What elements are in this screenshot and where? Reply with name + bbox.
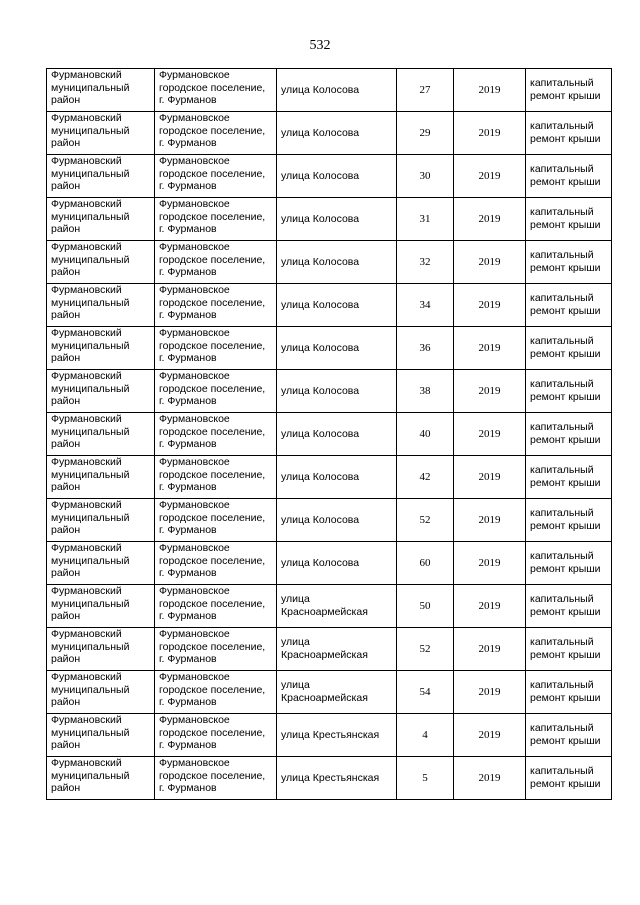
- work-type-cell-line: капитальный: [530, 378, 594, 391]
- settlement-cell-line: городское поселение,: [159, 683, 266, 696]
- settlement-cell-line: Фурмановское: [159, 370, 230, 382]
- settlement-cell-line: г. Фурманов: [159, 309, 217, 322]
- year-cell: 2019: [454, 284, 526, 327]
- settlement-cell-line: г. Фурманов: [159, 739, 217, 752]
- district-cell: [47, 671, 155, 714]
- street-cell: [277, 585, 397, 628]
- district-cell-line: муниципальный: [51, 769, 130, 782]
- street-cell-line: улица: [281, 679, 310, 692]
- settlement-cell-line: Фурмановское: [159, 241, 230, 253]
- settlement-cell: [155, 413, 277, 456]
- work-type-cell: [526, 585, 612, 628]
- settlement-cell: [155, 370, 277, 413]
- district-cell: [47, 370, 155, 413]
- district-cell-line: район: [51, 696, 81, 709]
- street-cell-line: улица Крестьянская: [281, 771, 380, 784]
- house-number-cell: 52: [397, 628, 454, 671]
- work-type-cell: [526, 327, 612, 370]
- work-type-cell-line: капитальный: [530, 120, 594, 133]
- settlement-cell: [155, 198, 277, 241]
- settlement-cell-line: г. Фурманов: [159, 266, 217, 279]
- street-cell: [277, 456, 397, 499]
- work-type-cell-line: капитальный: [530, 636, 594, 649]
- district-cell-line: Фурмановский: [51, 413, 122, 425]
- district-cell-line: муниципальный: [51, 511, 130, 524]
- table-row: [47, 671, 612, 714]
- district-cell-line: муниципальный: [51, 425, 130, 438]
- district-cell-line: Фурмановский: [51, 671, 122, 683]
- street-cell: [277, 284, 397, 327]
- table-row: [47, 542, 612, 585]
- year-cell: 2019: [454, 413, 526, 456]
- work-type-cell-line: ремонт крыши: [530, 778, 601, 790]
- year-cell: 2019: [454, 628, 526, 671]
- settlement-cell-line: Фурмановское: [159, 585, 230, 597]
- district-cell: [47, 714, 155, 757]
- settlement-cell-line: Фурмановское: [159, 671, 230, 683]
- settlement-cell-line: г. Фурманов: [159, 481, 217, 494]
- settlement-cell-line: Фурмановское: [159, 757, 230, 769]
- settlement-cell-line: Фурмановское: [159, 155, 230, 167]
- district-cell: [47, 585, 155, 628]
- settlement-cell-line: г. Фурманов: [159, 352, 217, 365]
- district-cell-line: муниципальный: [51, 468, 130, 481]
- work-type-cell-line: капитальный: [530, 679, 594, 692]
- street-cell-line: улица Колосова: [281, 212, 360, 225]
- district-cell-line: район: [51, 309, 81, 322]
- district-cell-line: Фурмановский: [51, 327, 122, 339]
- work-type-cell-line: ремонт крыши: [530, 477, 601, 489]
- settlement-cell-line: г. Фурманов: [159, 610, 217, 623]
- district-cell-line: район: [51, 739, 81, 752]
- work-type-cell-line: капитальный: [530, 292, 594, 305]
- table-row: [47, 241, 612, 284]
- district-cell: [47, 327, 155, 370]
- district-cell-line: Фурмановский: [51, 112, 122, 124]
- work-type-cell-line: капитальный: [530, 550, 594, 563]
- settlement-cell-line: г. Фурманов: [159, 395, 217, 408]
- street-cell-line: улица Колосова: [281, 83, 360, 96]
- street-cell-line: Красноармейская: [281, 649, 368, 661]
- year-cell: 2019: [454, 456, 526, 499]
- work-type-cell-line: капитальный: [530, 765, 594, 778]
- work-type-cell-line: ремонт крыши: [530, 262, 601, 274]
- work-type-cell: [526, 714, 612, 757]
- settlement-cell-line: г. Фурманов: [159, 94, 217, 107]
- table-body: [47, 69, 612, 800]
- table-row: [47, 628, 612, 671]
- work-type-cell-line: ремонт крыши: [530, 176, 601, 188]
- work-type-cell: [526, 370, 612, 413]
- work-type-cell-line: капитальный: [530, 421, 594, 434]
- table-row: [47, 499, 612, 542]
- district-cell-line: муниципальный: [51, 81, 130, 94]
- street-cell: [277, 671, 397, 714]
- settlement-cell-line: городское поселение,: [159, 382, 266, 395]
- roof-repair-table: [46, 68, 612, 800]
- settlement-cell-line: городское поселение,: [159, 339, 266, 352]
- work-type-cell-line: ремонт крыши: [530, 606, 601, 618]
- table-row: [47, 456, 612, 499]
- work-type-cell-line: капитальный: [530, 464, 594, 477]
- year-cell: 2019: [454, 327, 526, 370]
- settlement-cell-line: г. Фурманов: [159, 180, 217, 193]
- settlement-cell-line: г. Фурманов: [159, 782, 217, 795]
- district-cell-line: Фурмановский: [51, 69, 122, 81]
- district-cell-line: Фурмановский: [51, 714, 122, 726]
- street-cell: [277, 241, 397, 284]
- settlement-cell-line: городское поселение,: [159, 167, 266, 180]
- table-row: [47, 757, 612, 800]
- settlement-cell: [155, 284, 277, 327]
- house-number-cell: 30: [397, 155, 454, 198]
- settlement-cell-line: Фурмановское: [159, 628, 230, 640]
- district-cell: [47, 155, 155, 198]
- settlement-cell: [155, 69, 277, 112]
- table-row: [47, 112, 612, 155]
- district-cell-line: Фурмановский: [51, 370, 122, 382]
- year-cell: 2019: [454, 69, 526, 112]
- district-cell-line: муниципальный: [51, 683, 130, 696]
- district-cell-line: муниципальный: [51, 124, 130, 137]
- year-cell: 2019: [454, 155, 526, 198]
- district-cell-line: муниципальный: [51, 167, 130, 180]
- district-cell: [47, 499, 155, 542]
- table-row: [47, 585, 612, 628]
- district-cell-line: район: [51, 266, 81, 279]
- district-cell-line: муниципальный: [51, 726, 130, 739]
- house-number-cell: 60: [397, 542, 454, 585]
- settlement-cell-line: Фурмановское: [159, 69, 230, 81]
- year-cell: 2019: [454, 671, 526, 714]
- street-cell: [277, 413, 397, 456]
- work-type-cell: [526, 69, 612, 112]
- district-cell-line: муниципальный: [51, 296, 130, 309]
- table-row: [47, 284, 612, 327]
- district-cell-line: район: [51, 180, 81, 193]
- settlement-cell: [155, 241, 277, 284]
- house-number-cell: 5: [397, 757, 454, 800]
- settlement-cell-line: городское поселение,: [159, 210, 266, 223]
- year-cell: 2019: [454, 241, 526, 284]
- work-type-cell-line: капитальный: [530, 249, 594, 262]
- work-type-cell-line: ремонт крыши: [530, 348, 601, 360]
- year-cell: 2019: [454, 370, 526, 413]
- work-type-cell: [526, 456, 612, 499]
- work-type-cell-line: ремонт крыши: [530, 305, 601, 317]
- street-cell-line: Красноармейская: [281, 692, 368, 704]
- table-row: [47, 155, 612, 198]
- table-row: [47, 370, 612, 413]
- settlement-cell-line: городское поселение,: [159, 597, 266, 610]
- district-cell-line: Фурмановский: [51, 628, 122, 640]
- work-type-cell: [526, 499, 612, 542]
- settlement-cell: [155, 456, 277, 499]
- work-type-cell-line: капитальный: [530, 335, 594, 348]
- district-cell-line: Фурмановский: [51, 241, 122, 253]
- house-number-cell: 50: [397, 585, 454, 628]
- work-type-cell: [526, 198, 612, 241]
- settlement-cell: [155, 714, 277, 757]
- year-cell: 2019: [454, 198, 526, 241]
- house-number-cell: 31: [397, 198, 454, 241]
- settlement-cell-line: Фурмановское: [159, 112, 230, 124]
- work-type-cell-line: ремонт крыши: [530, 391, 601, 403]
- street-cell-line: улица Колосова: [281, 298, 360, 311]
- district-cell: [47, 542, 155, 585]
- house-number-cell: 38: [397, 370, 454, 413]
- table-row: [47, 327, 612, 370]
- district-cell-line: район: [51, 395, 81, 408]
- district-cell-line: район: [51, 94, 81, 107]
- work-type-cell-line: ремонт крыши: [530, 563, 601, 575]
- settlement-cell-line: Фурмановское: [159, 198, 230, 210]
- work-type-cell: [526, 628, 612, 671]
- settlement-cell-line: городское поселение,: [159, 468, 266, 481]
- settlement-cell-line: Фурмановское: [159, 327, 230, 339]
- year-cell: 2019: [454, 757, 526, 800]
- district-cell-line: Фурмановский: [51, 585, 122, 597]
- district-cell: [47, 456, 155, 499]
- table-row: [47, 198, 612, 241]
- settlement-cell-line: Фурмановское: [159, 499, 230, 511]
- settlement-cell-line: г. Фурманов: [159, 223, 217, 236]
- district-cell-line: Фурмановский: [51, 542, 122, 554]
- settlement-cell-line: городское поселение,: [159, 253, 266, 266]
- year-cell: 2019: [454, 585, 526, 628]
- work-type-cell: [526, 241, 612, 284]
- work-type-cell-line: ремонт крыши: [530, 520, 601, 532]
- settlement-cell-line: г. Фурманов: [159, 438, 217, 451]
- district-cell-line: район: [51, 610, 81, 623]
- settlement-cell-line: городское поселение,: [159, 769, 266, 782]
- year-cell: 2019: [454, 499, 526, 542]
- table-row: [47, 714, 612, 757]
- work-type-cell-line: капитальный: [530, 722, 594, 735]
- work-type-cell-line: ремонт крыши: [530, 133, 601, 145]
- district-cell-line: муниципальный: [51, 253, 130, 266]
- street-cell: [277, 628, 397, 671]
- street-cell: [277, 327, 397, 370]
- district-cell-line: муниципальный: [51, 210, 130, 223]
- settlement-cell-line: городское поселение,: [159, 511, 266, 524]
- street-cell-line: Красноармейская: [281, 606, 368, 618]
- street-cell: [277, 499, 397, 542]
- street-cell: [277, 69, 397, 112]
- street-cell-line: улица Крестьянская: [281, 728, 380, 741]
- settlement-cell-line: г. Фурманов: [159, 137, 217, 150]
- house-number-cell: 4: [397, 714, 454, 757]
- district-cell-line: муниципальный: [51, 382, 130, 395]
- street-cell-line: улица Колосова: [281, 169, 360, 182]
- settlement-cell: [155, 628, 277, 671]
- year-cell: 2019: [454, 542, 526, 585]
- work-type-cell: [526, 757, 612, 800]
- district-cell-line: район: [51, 782, 81, 795]
- district-cell: [47, 198, 155, 241]
- work-type-cell-line: ремонт крыши: [530, 649, 601, 661]
- settlement-cell-line: г. Фурманов: [159, 696, 217, 709]
- district-cell-line: Фурмановский: [51, 198, 122, 210]
- settlement-cell-line: г. Фурманов: [159, 524, 217, 537]
- work-type-cell: [526, 284, 612, 327]
- street-cell: [277, 542, 397, 585]
- settlement-cell-line: Фурмановское: [159, 714, 230, 726]
- settlement-cell: [155, 542, 277, 585]
- district-cell-line: район: [51, 524, 81, 537]
- district-cell-line: район: [51, 653, 81, 666]
- house-number-cell: 36: [397, 327, 454, 370]
- street-cell: [277, 370, 397, 413]
- settlement-cell-line: Фурмановское: [159, 456, 230, 468]
- house-number-cell: 34: [397, 284, 454, 327]
- street-cell-line: улица: [281, 593, 310, 606]
- district-cell: [47, 112, 155, 155]
- work-type-cell: [526, 542, 612, 585]
- settlement-cell: [155, 327, 277, 370]
- district-cell-line: муниципальный: [51, 554, 130, 567]
- district-cell-line: Фурмановский: [51, 155, 122, 167]
- settlement-cell: [155, 155, 277, 198]
- settlement-cell-line: городское поселение,: [159, 81, 266, 94]
- table-row: [47, 69, 612, 112]
- settlement-cell: [155, 671, 277, 714]
- settlement-cell-line: г. Фурманов: [159, 653, 217, 666]
- work-type-cell-line: капитальный: [530, 206, 594, 219]
- street-cell-line: улица: [281, 636, 310, 649]
- street-cell-line: улица Колосова: [281, 556, 360, 569]
- work-type-cell-line: капитальный: [530, 163, 594, 176]
- street-cell-line: улица Колосова: [281, 126, 360, 139]
- settlement-cell-line: городское поселение,: [159, 124, 266, 137]
- district-cell-line: район: [51, 137, 81, 150]
- work-type-cell-line: капитальный: [530, 593, 594, 606]
- work-type-cell: [526, 112, 612, 155]
- street-cell: [277, 198, 397, 241]
- settlement-cell: [155, 585, 277, 628]
- settlement-cell-line: Фурмановское: [159, 413, 230, 425]
- work-type-cell-line: ремонт крыши: [530, 692, 601, 704]
- street-cell: [277, 757, 397, 800]
- street-cell-line: улица Колосова: [281, 513, 360, 526]
- district-cell: [47, 241, 155, 284]
- work-type-cell-line: ремонт крыши: [530, 90, 601, 102]
- work-type-cell: [526, 155, 612, 198]
- page-number: 532: [309, 38, 331, 53]
- work-type-cell-line: капитальный: [530, 77, 594, 90]
- district-cell: [47, 284, 155, 327]
- settlement-cell: [155, 757, 277, 800]
- settlement-cell-line: городское поселение,: [159, 726, 266, 739]
- work-type-cell-line: ремонт крыши: [530, 434, 601, 446]
- district-cell-line: Фурмановский: [51, 456, 122, 468]
- street-cell-line: улица Колосова: [281, 384, 360, 397]
- house-number-cell: 42: [397, 456, 454, 499]
- district-cell-line: район: [51, 223, 81, 236]
- house-number-cell: 27: [397, 69, 454, 112]
- settlement-cell-line: городское поселение,: [159, 554, 266, 567]
- street-cell-line: улица Колосова: [281, 341, 360, 354]
- settlement-cell: [155, 112, 277, 155]
- settlement-cell: [155, 499, 277, 542]
- work-type-cell: [526, 671, 612, 714]
- street-cell-line: улица Колосова: [281, 255, 360, 268]
- street-cell: [277, 112, 397, 155]
- district-cell-line: район: [51, 352, 81, 365]
- district-cell-line: район: [51, 567, 81, 580]
- district-cell: [47, 69, 155, 112]
- year-cell: 2019: [454, 714, 526, 757]
- house-number-cell: 29: [397, 112, 454, 155]
- district-cell-line: муниципальный: [51, 640, 130, 653]
- work-type-cell: [526, 413, 612, 456]
- district-cell: [47, 757, 155, 800]
- district-cell-line: Фурмановский: [51, 499, 122, 511]
- district-cell-line: муниципальный: [51, 339, 130, 352]
- district-cell-line: район: [51, 481, 81, 494]
- district-cell-line: район: [51, 438, 81, 451]
- street-cell-line: улица Колосова: [281, 427, 360, 440]
- settlement-cell-line: г. Фурманов: [159, 567, 217, 580]
- district-cell-line: Фурмановский: [51, 284, 122, 296]
- street-cell: [277, 155, 397, 198]
- district-cell: [47, 413, 155, 456]
- house-number-cell: 32: [397, 241, 454, 284]
- work-type-cell-line: ремонт крыши: [530, 735, 601, 747]
- district-cell-line: Фурмановский: [51, 757, 122, 769]
- house-number-cell: 54: [397, 671, 454, 714]
- table-row: [47, 413, 612, 456]
- settlement-cell-line: городское поселение,: [159, 425, 266, 438]
- street-cell-line: улица Колосова: [281, 470, 360, 483]
- settlement-cell-line: городское поселение,: [159, 296, 266, 309]
- house-number-cell: 52: [397, 499, 454, 542]
- settlement-cell-line: городское поселение,: [159, 640, 266, 653]
- district-cell-line: муниципальный: [51, 597, 130, 610]
- district-cell: [47, 628, 155, 671]
- settlement-cell-line: Фурмановское: [159, 542, 230, 554]
- work-type-cell-line: ремонт крыши: [530, 219, 601, 231]
- street-cell: [277, 714, 397, 757]
- work-type-cell-line: капитальный: [530, 507, 594, 520]
- settlement-cell-line: Фурмановское: [159, 284, 230, 296]
- house-number-cell: 40: [397, 413, 454, 456]
- year-cell: 2019: [454, 112, 526, 155]
